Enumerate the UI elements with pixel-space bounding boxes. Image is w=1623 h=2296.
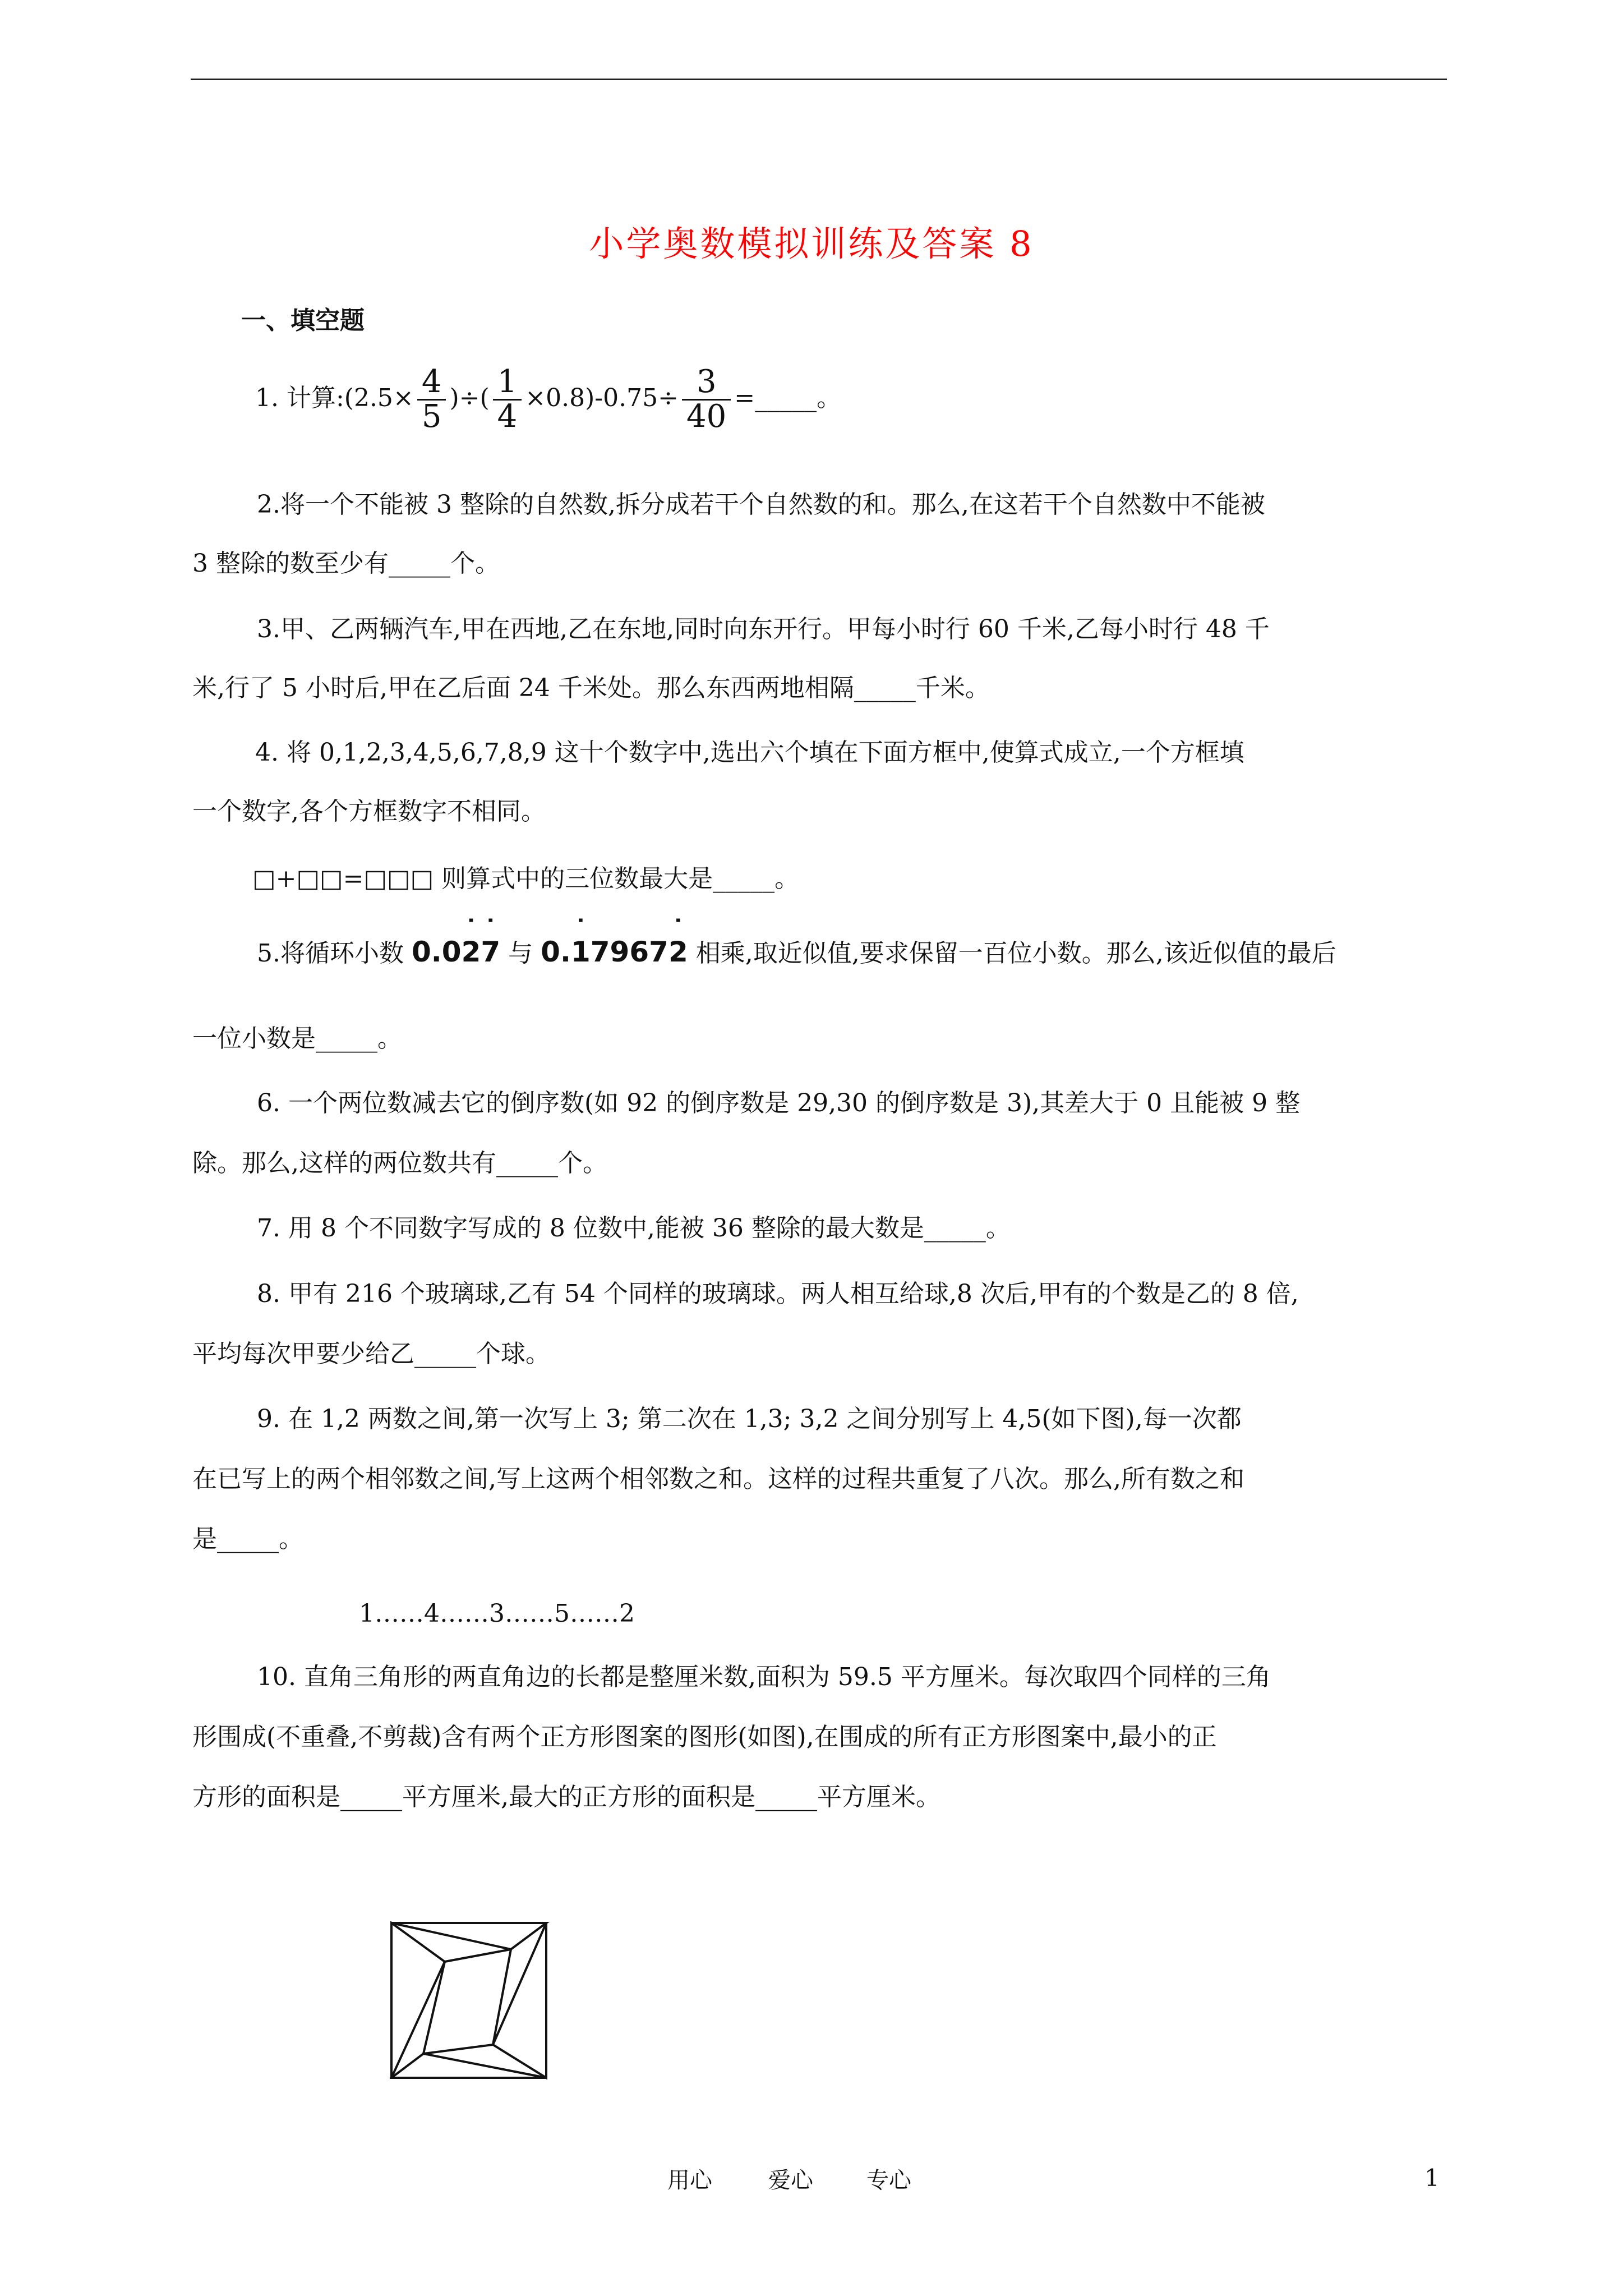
section-heading: 一、填空题: [241, 306, 365, 335]
question-9-line-3: 是_____。: [192, 1525, 303, 1553]
question-9-line-2: 在已写上的两个相邻数之间,写上这两个相邻数之和。这样的过程共重复了八次。那么,所有数之和: [192, 1465, 1244, 1493]
fraction-1-4: [493, 366, 522, 434]
question-1: [255, 366, 841, 434]
fraction-numerator: 3: [682, 366, 731, 401]
q1-mid2: ×0.8)-0.75÷: [525, 383, 679, 412]
fraction-4-5: [417, 366, 446, 434]
q1-prefix: 1. 计算:(2.5×: [255, 383, 414, 412]
repeat-dot-digit: 1 ˙: [571, 936, 591, 968]
page-number: 1: [1424, 2164, 1440, 2192]
decimal-digits: 7967: [590, 936, 668, 968]
fraction-denominator: 40: [686, 398, 727, 435]
question-6-line-2: 除。那么,这样的两位数共有_____个。: [192, 1149, 607, 1177]
fraction-denominator: 5: [421, 398, 442, 435]
question-4-line-3: □+□□=□□□ 则算式中的三位数最大是_____。: [252, 864, 800, 893]
triangle-bottom: [391, 2054, 546, 2078]
q1-suffix: =_____。: [734, 383, 842, 412]
question-2-line-2: 3 整除的数至少有_____个。: [192, 549, 500, 578]
footer-motto-3: 专心: [866, 2168, 911, 2193]
question-10-line-1: 10. 直角三角形的两直角边的长都是整厘米数,面积为 59.5 平方厘米。每次取四个同样的三角: [257, 1663, 1271, 1691]
header-rule: [191, 79, 1447, 80]
question-6-line-1: 6. 一个两位数减去它的倒序数(如 92 的倒序数是 29,30 的倒序数是 3),其差大于 0 且能被 9 整: [257, 1089, 1301, 1117]
fraction-denominator: 4: [497, 398, 518, 435]
fraction-numerator: 4: [417, 366, 446, 401]
q5-mid: 与: [508, 939, 533, 968]
outer-square: [391, 1923, 546, 2078]
triangles-square-figure: [390, 1921, 552, 2084]
question-5-line-2: 一位小数是_____。: [192, 1024, 402, 1053]
repeat-dot-digit: 2 ˙: [462, 936, 481, 968]
triangle-top: [391, 1923, 546, 1949]
question-9-sequence: 1……4……3……5……2: [359, 1599, 635, 1628]
repeating-decimal-a: [412, 936, 500, 968]
fraction-numerator: 1: [493, 366, 522, 401]
question-9-line-1: 9. 在 1,2 两数之间,第一次写上 3; 第二次在 1,3; 3,2 之间分别写上 4,5(如下图),每一次都: [257, 1405, 1242, 1433]
question-10-line-2: 形围成(不重叠,不剪裁)含有两个正方形图案的图形(如图),在围成的所有正方形图案中,最小的正: [192, 1723, 1217, 1751]
question-4-line-1: 4. 将 0,1,2,3,4,5,6,7,8,9 这十个数字中,选出六个填在下面方框中,使算式成立,一个方框填: [255, 738, 1244, 767]
decimal-digit: 0: [441, 936, 462, 968]
repeat-dot-digit: 7 ˙: [481, 936, 500, 968]
question-2-line-1: 2.将一个不能被 3 整除的自然数,拆分成若干个自然数的和。那么,在这若干个自然数中不能被: [257, 490, 1265, 519]
question-8-line-1: 8. 甲有 216 个玻璃球,乙有 54 个同样的玻璃球。两人相互给球,8 次后,甲有的个数是乙的 8 倍,: [257, 1280, 1299, 1308]
question-3-line-2: 米,行了 5 小时后,甲在乙后面 24 千米处。那么东西两地相隔_____千米。: [192, 674, 990, 702]
footer-motto-1: 用心: [667, 2168, 712, 2193]
decimal-int: 0.: [541, 936, 571, 968]
q1-mid1: )÷(: [449, 383, 490, 412]
footer-motto-2: 爱心: [768, 2168, 813, 2193]
repeat-dot-digit: 2 ˙: [668, 936, 688, 968]
decimal-int: 0.: [411, 936, 442, 968]
q5-prefix: 5.将循环小数: [257, 939, 404, 968]
question-5-line-1: [257, 938, 1336, 966]
question-4-line-2: 一个数字,各个方框数字不相同。: [192, 797, 546, 826]
fraction-3-40: [682, 366, 731, 434]
inner-square: [423, 1949, 511, 2054]
question-8-line-2: 平均每次甲要少给乙_____个球。: [192, 1340, 550, 1368]
question-3-line-1: 3.甲、乙两辆汽车,甲在西地,乙在东地,同时向东开行。甲每小时行 60 千米,乙每小时行 48 千: [257, 615, 1270, 643]
repeating-decimal-b: [541, 936, 688, 968]
q5-suffix: 相乘,取近似值,要求保留一百位小数。那么,该近似值的最后: [695, 939, 1336, 968]
question-10-line-3: 方形的面积是_____平方厘米,最大的正方形的面积是_____平方厘米。: [192, 1783, 940, 1811]
question-7: 7. 用 8 个不同数字写成的 8 位数中,能被 36 整除的最大数是_____。: [257, 1214, 1011, 1243]
page-title: 小学奥数模拟训练及答案 8: [589, 223, 1034, 264]
